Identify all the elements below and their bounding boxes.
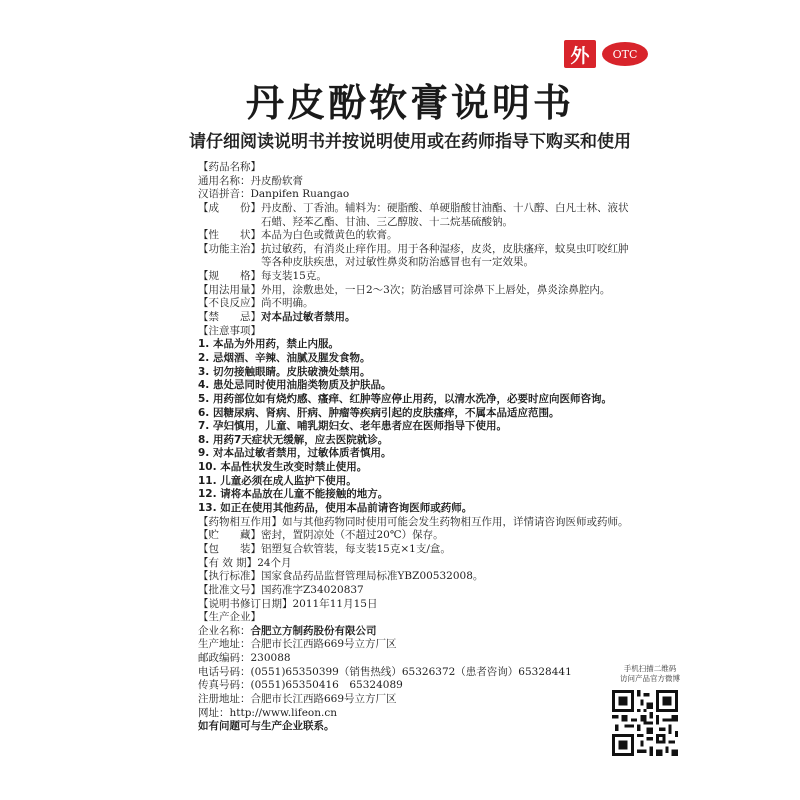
package-row [198,543,638,557]
pinyin-value: Danpifen Ruangao [250,188,350,201]
precaution-item: 7. 孕妇慎用，儿童、哺乳期妇女、老年患者应在医师指导下使用。 [198,420,507,433]
package-value: 铝塑复合软管装，每支装15克×1支/盒。 [261,542,451,555]
interactions-value: 如与其他药物同时使用可能会发生药物相互作用，详情请咨询医师或药师。 [282,515,629,528]
adverse-value: 尚不明确。 [261,297,314,310]
fax-label: 传真号码： [198,679,251,692]
indications-value: 抗过敏药，有消炎止痒作用。用于各种湿疹，皮炎，皮肤瘙痒，蚊臭虫叮咬红肿等各种皮肤疾患，对过敏性鼻炎和防治感冒也有一定效果。 [261,242,629,269]
precaution-item: 3. 切勿接触眼睛。皮肤破溃处禁用。 [198,365,371,378]
qr-caption-line2: 访问产品官方微博 [620,673,680,683]
precaution-item: 10. 本品性状发生改变时禁止使用。 [198,461,368,474]
production-address-label: 生产地址： [198,638,251,651]
precaution-item: 6. 因糖尿病、肾病、肝病、肿瘤等疾病引起的皮肤瘙痒，不属本品适应范围。 [198,406,560,419]
fax-row [198,679,638,693]
fax-value: (0551)65350416 65324089 [250,679,403,692]
revision-value: 2011年11月15日 [292,597,378,610]
phone-row [198,666,638,680]
revision-label: 【说明书修订日期】 [198,597,293,610]
leaflet-body [198,161,638,734]
standard-value: 国家食品药品监督管理局标准YBZ00532008。 [261,570,484,583]
company-name-value: 合肥立方制药股份有限公司 [250,624,377,637]
zip-label: 邮政编码： [198,652,251,665]
precaution-item: 9. 对本品过敏者禁用，过敏体质者慎用。 [198,447,392,460]
qr-code-icon[interactable] [612,690,678,756]
precaution-item: 4. 患处忌同时使用油脂类物质及护肤品。 [198,379,392,392]
production-address-value: 合肥市长江西路669号立方厂区 [250,638,397,651]
storage-value: 密封，置阴凉处（不超过20℃）保存。 [261,529,444,542]
document-subtitle: 请仔细阅读说明书并按说明使用或在药师指导下购买和使用 [189,132,631,152]
company-name-label: 企业名称： [198,624,251,637]
registered-address-label: 注册地址： [198,692,251,705]
precaution-item: 8. 用药7天症状无缓解，应去医院就诊。 [198,433,389,446]
composition-label: 【成 份】 [198,201,261,214]
external-use-mark: 外 [564,40,596,68]
pinyin-label: 汉语拼音： [198,188,251,201]
zip-row [198,652,638,666]
storage-row [198,529,638,543]
approval-value: 国药准字Z34020837 [261,583,364,596]
otc-badge [564,40,648,68]
production-address-row [198,638,638,652]
validity-row [198,557,638,571]
validity-label: 【有 效 期】 [198,556,258,569]
validity-value: 24个月 [257,556,292,569]
properties-label: 【性 状】 [198,229,261,242]
zip-value: 230088 [250,652,291,665]
precaution-item: 12. 请将本品放在儿童不能接触的地方。 [198,488,389,501]
precautions-heading: 【注意事项】 [198,324,261,337]
storage-label: 【贮 藏】 [198,529,261,542]
qr-caption-line1: 手机扫描二维码 [623,664,677,673]
interactions-label: 【药物相互作用】 [198,515,282,528]
approval-label: 【批准文号】 [198,583,261,596]
generic-name-row [198,175,638,189]
standard-row [198,570,638,584]
precaution-item: 13. 如正在使用其他药品，使用本品前请咨询医师或药师。 [198,502,473,515]
pinyin-row [198,188,638,202]
qr-block [612,664,688,760]
properties-value: 本品为白色或微黄色的软膏。 [261,229,398,242]
adverse-label: 【不良反应】 [198,297,261,310]
phone-label: 电话号码： [198,665,251,678]
contraindications-row [198,311,638,325]
contraindications-value: 对本品过敏者禁用。 [261,311,356,324]
properties-row [198,229,638,243]
registered-address-value: 合肥市长江西路669号立方厂区 [250,692,397,705]
specification-label: 【规 格】 [198,270,261,283]
website-label: 网址： [198,706,230,719]
drug-name-heading: 【药品名称】 [198,161,261,173]
precaution-item: 2. 忌烟酒、辛辣、油腻及腥发食物。 [198,351,371,364]
precaution-item: 5. 用药部位如有烧灼感、瘙痒、红肿等应停止用药，以清水洗净，必要时应向医师咨询。 [198,392,612,405]
composition-row [198,202,638,229]
revision-row [198,598,638,612]
precaution-item: 1. 本品为外用药，禁止内服。 [198,338,339,351]
document-title: 丹皮酚软膏说明书 [245,81,574,125]
phone-value: (0551)65350399（销售热线）65326372（患者咨询）65328441 [250,665,572,678]
interactions-row [198,516,638,530]
company-name-row [198,625,638,639]
usage-label: 【用法用量】 [198,283,261,296]
indications-row [198,243,638,270]
adverse-row [198,297,638,311]
composition-value: 丹皮酚、丁香油。辅料为：硬脂酸、单硬脂酸甘油酯、十八醇、白凡士林、液状石蜡、羟苯乙酯、甘油、三乙醇胺、十二烷基硫酸钠。 [261,201,629,228]
precaution-item: 11. 儿童必须在成人监护下使用。 [198,474,357,487]
specification-value: 每支装15克。 [261,270,327,283]
contact-note: 如有问题可与生产企业联系。 [198,720,335,733]
indications-label: 【功能主治】 [198,242,261,255]
specification-row [198,270,638,284]
website-row [198,707,638,721]
contraindications-label: 【禁 忌】 [198,311,261,324]
generic-name-label: 通用名称： [198,174,251,187]
website-value[interactable]: http://www.lifeon.cn [229,706,337,719]
manufacturer-heading: 【生产企业】 [198,611,261,624]
usage-value: 外用，涂敷患处，一日2～3次；防治感冒可涂鼻下上唇处，鼻炎涂鼻腔内。 [261,283,611,296]
registered-address-row [198,693,638,707]
generic-name-value: 丹皮酚软膏 [250,174,303,187]
otc-mark: OTC [602,42,648,66]
standard-label: 【执行标准】 [198,570,261,583]
approval-row [198,584,638,598]
precautions-list [198,338,638,515]
package-label: 【包 装】 [198,542,261,555]
usage-row [198,284,638,298]
